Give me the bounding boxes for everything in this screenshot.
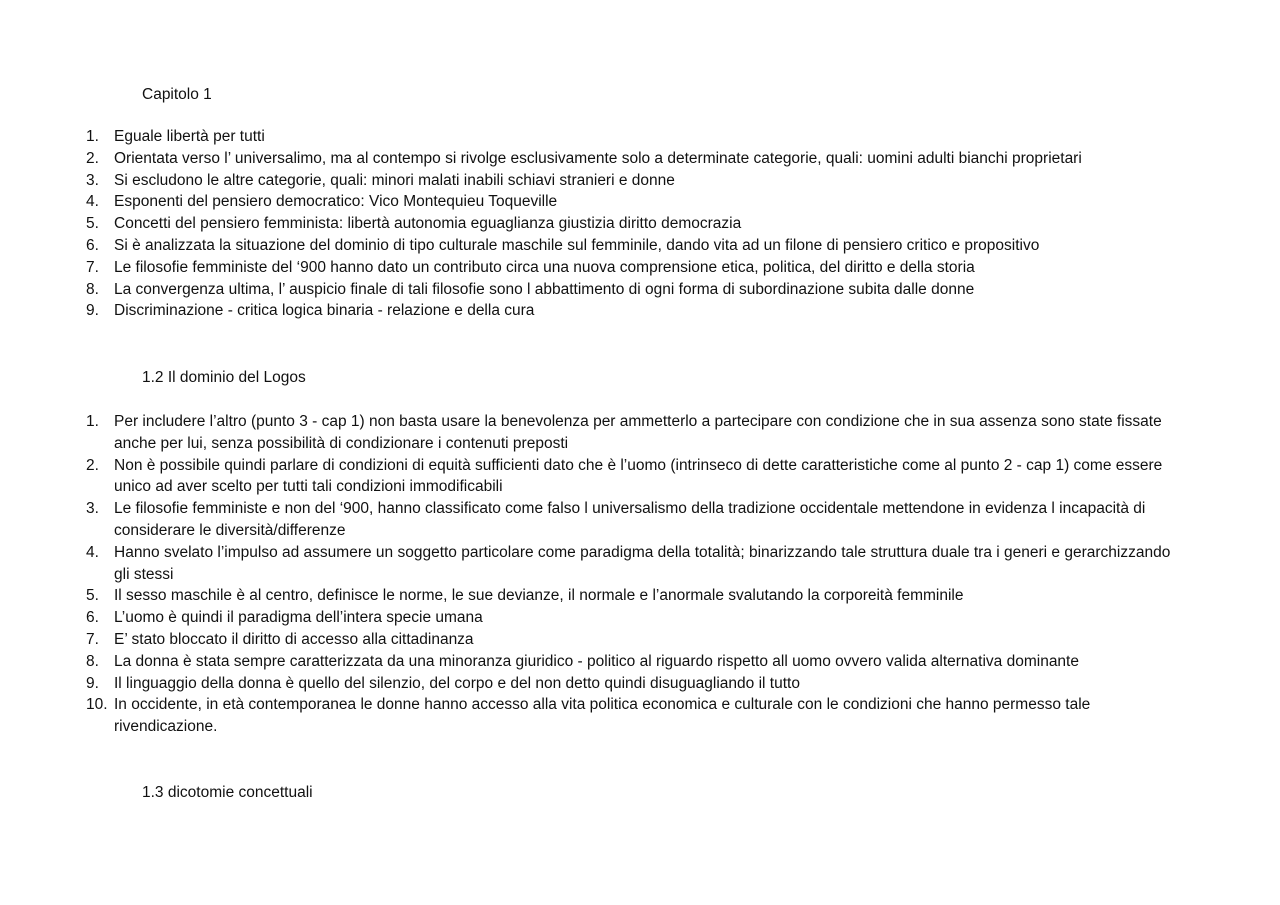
list-item: 3. Le filosofie femministe e non del ‘900, hanno classificato come falso l universalismo della tradizione occidentale mettendone in evidenza l incapacità di considerare le diversità/differenze — [86, 500, 1146, 539]
list-item: 8. La donna è stata sempre caratterizzata da una minoranza giuridico - politico al riguardo rispetto all uomo ovvero valida alternativa dominante — [86, 652, 1079, 670]
list-item: 8. La convergenza ultima, l’ auspicio finale di tali filosofie sono l abbattimento di ogni forma di subordinazione subita dalle donne — [86, 280, 975, 298]
list-item: 7. E’ stato bloccato il diritto di accesso alla cittadinanza — [86, 630, 474, 648]
list-item: 6. L’uomo è quindi il paradigma dell’intera specie umana — [86, 609, 483, 627]
section-2-list — [0, 411, 1200, 738]
section-heading-capitolo-1: Capitolo 1 — [142, 86, 212, 103]
section-1-list — [0, 126, 1200, 322]
list-item: 5. Concetti del pensiero femminista: libertà autonomia eguaglianza giustizia diritto democrazia — [86, 215, 742, 233]
list-item: 7. Le filosofie femministe del ‘900 hanno dato un contributo circa una nuova comprensione etica, politica, del diritto e della storia — [86, 258, 975, 276]
list-item: 3. Si escludono le altre categorie, quali: minori malati inabili schiavi stranieri e donne — [86, 171, 675, 189]
list-item: 10. In occidente, in età contemporanea le donne hanno accesso alla vita politica economica e culturale con le condizioni che hanno permesso tale rivendicazione. — [86, 696, 1091, 736]
list-item: 1. Eguale libertà per tutti — [86, 128, 265, 145]
list-item: 4. Esponenti del pensiero democratico: Vico Montequieu Toqueville — [86, 193, 558, 211]
list-item: 4. Hanno svelato l’impulso ad assumere un soggetto particolare come paradigma della totalità; binarizzando tale struttura duale tra i generi e gerarchizzando gli stessi — [86, 543, 1171, 583]
list-item: 6. Si è analizzata la situazione del dominio di tipo culturale maschile sul femminile, dando vita ad un filone di pensiero critico e propositivo — [86, 236, 1040, 254]
list-item: 2. Orientata verso l’ universalimo, ma al contempo si rivolge esclusivamente solo a determinate categorie, quali: uomini adulti bianchi proprietari — [86, 149, 1082, 167]
list-item: 9. Il linguaggio della donna è quello del silenzio, del corpo e del non detto quindi disuguagliando il tutto — [86, 674, 800, 692]
section-heading-dicotomie: 1.3 dicotomie concettuali — [142, 784, 313, 801]
list-item: 2. Non è possibile quindi parlare di condizioni di equità sufficienti dato che è l’uomo (intrinseco di dette caratteristiche come al punto 2 - cap 1) come essere unico ad aver scelto per tutti tali condizioni immodificabili — [86, 456, 1163, 496]
list-item: 9. Discriminazione - critica logica binaria - relazione e della cura — [86, 302, 535, 320]
section-heading-dominio-logos: 1.2 Il dominio del Logos — [142, 369, 306, 386]
list-item: 5. Il sesso maschile è al centro, definisce le norme, le sue devianze, il normale e l’anormale svalutando la corporeità femminile — [86, 587, 964, 605]
list-item: 1. Per includere l’altro (punto 3 - cap 1) non basta usare la benevolenza per ammetterlo a partecipare con condizione che in sua assenza sono state fissate anche per lui, senza possibilità di condizionare i contenuti preposti — [86, 413, 1162, 452]
